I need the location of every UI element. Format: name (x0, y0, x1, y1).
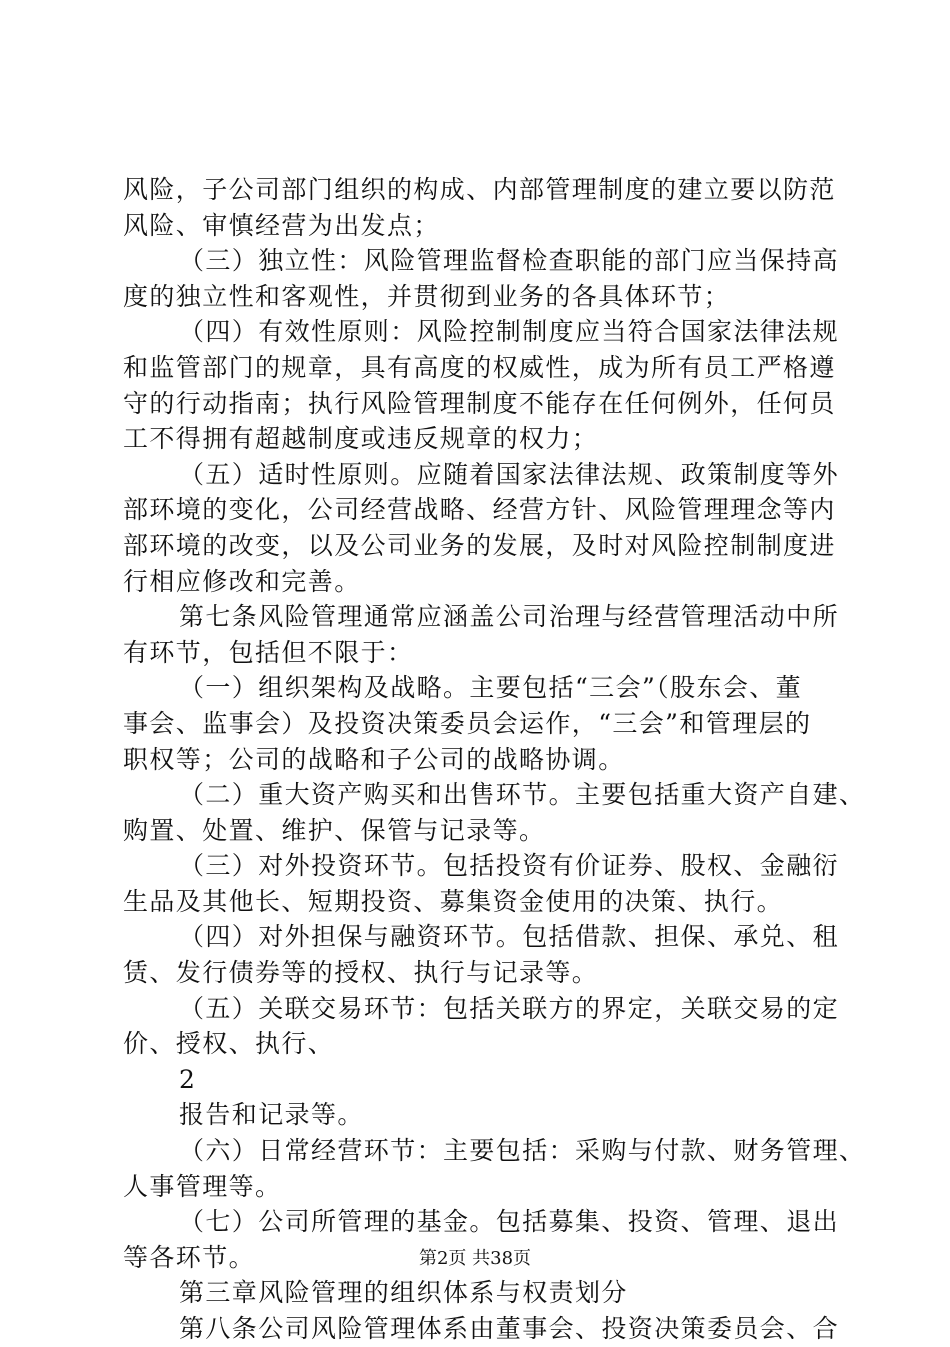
text-line: （二）重大资产购买和出售环节。主要包括重大资产自建、 (179, 780, 866, 810)
text-line: 风险、审慎经营为出发点； (123, 210, 440, 240)
body-text (123, 172, 866, 1347)
text-line: （三）独立性：风险管理监督检查职能的部门应当保持高 (179, 246, 840, 276)
page-footer: 第2页 共38页 (418, 1248, 532, 1269)
text-line: （七）公司所管理的基金。包括募集、投资、管理、退出 (179, 1207, 840, 1237)
text-line: 风险，子公司部门组织的构成、内部管理制度的建立要以防范 (123, 175, 836, 204)
text-line: （三）对外投资环节。包括投资有价证券、股权、金融衍 (179, 851, 840, 881)
text-line: 价、授权、执行、 (123, 1029, 335, 1059)
text-line: 等各环节。 (123, 1242, 256, 1272)
text-line: 赁、发行债券等的授权、执行与记录等。 (123, 958, 599, 988)
text-line: 第三章风险管理的组织体系与权责划分 (179, 1278, 628, 1308)
text-line: 有环节，包括但不限于： (123, 637, 414, 667)
text-line: 第八条公司风险管理体系由董事会、投资决策委员会、合 (179, 1314, 840, 1343)
text-line: 职权等；公司的战略和子公司的战略协调。 (123, 744, 625, 774)
text-line: （五）关联交易环节：包括关联方的界定，关联交易的定 (179, 993, 840, 1023)
text-line: 部环境的改变，以及公司业务的发展，及时对风险控制制度进 (123, 530, 836, 560)
text-line: 和监管部门的规章，具有高度的权威性，成为所有员工严格遵 (123, 352, 836, 382)
text-line: 人事管理等。 (123, 1171, 282, 1201)
text-line: （五）适时性原则。应随着国家法律法规、政策制度等外 (179, 459, 840, 489)
text-line: 报告和记录等。 (179, 1100, 364, 1130)
text-line: 度的独立性和客观性，并贯彻到业务的各具体环节； (123, 281, 731, 311)
text-line: 第七条风险管理通常应涵盖公司治理与经营管理活动中所 (179, 602, 840, 632)
text-line: （六）日常经营环节：主要包括：采购与付款、财务管理、 (179, 1136, 866, 1166)
text-line: 守的行动指南；执行风险管理制度不能存在任何例外，任何员 (123, 388, 836, 418)
text-line: 生品及其他长、短期投资、募集资金使用的决策、执行。 (123, 886, 784, 916)
text-line: 行相应修改和完善。 (123, 566, 361, 596)
text-line: （四）有效性原则：风险控制制度应当符合国家法律法规 (179, 317, 840, 347)
text-line: 部环境的变化，公司经营战略、经营方针、风险管理理念等内 (123, 495, 836, 525)
text-line: 事会、监事会）及投资决策委员会运作，“三会”和管理层的 (123, 708, 812, 738)
text-line: （四）对外担保与融资环节。包括借款、担保、承兑、租 (179, 922, 840, 952)
text-line: 工不得拥有超越制度或违反规章的权力； (123, 424, 599, 454)
text-line: 2 (179, 1064, 197, 1094)
text-line: （一）组织架构及战略。主要包括“三会”（股东会、董 (179, 673, 803, 703)
text-line: 购置、处置、维护、保管与记录等。 (123, 815, 546, 845)
